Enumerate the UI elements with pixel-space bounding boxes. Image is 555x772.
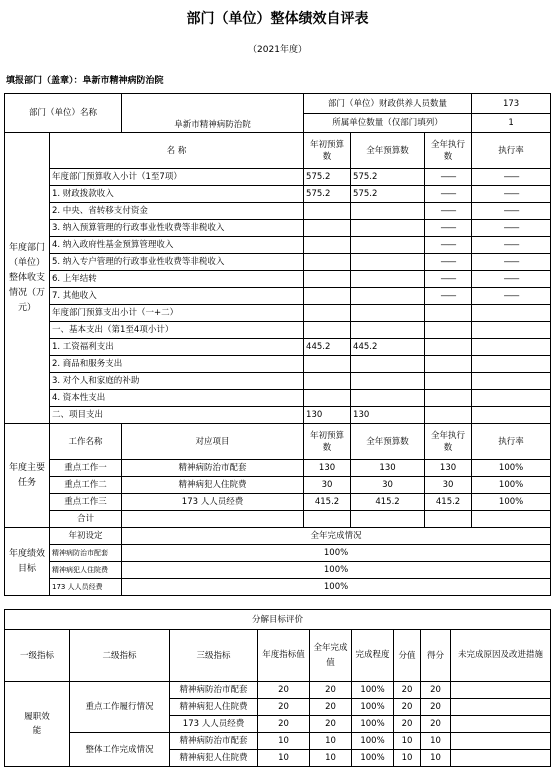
task-item: 173 人人员经费 [122,494,304,511]
task-name: 重点工作二 [50,477,122,494]
report-year: （2021年度） [248,45,307,55]
budget-annual [351,203,425,220]
budget-row [5,186,551,203]
task-rate: 100% [472,460,551,477]
budget-initial [304,373,351,390]
budget-header-name: 名 称 [50,133,304,169]
staff-count-value: 173 [472,94,551,114]
eval-degree: 100% [352,733,394,750]
budget-item-name: 二、项目支出 [50,407,304,424]
budget-exec: —— [425,186,472,203]
budget-rate: —— [472,254,551,271]
budget-item-name: 年度部门预算收入小计（1至7项） [50,169,304,186]
budget-row [5,322,551,339]
staff-count-label: 部门（单位）财政供养人员数量 [304,94,472,114]
budget-exec: —— [425,220,472,237]
budget-row [5,169,551,186]
budget-initial [304,220,351,237]
budget-annual: 445.2 [351,339,425,356]
eval-level3: 精神病犯人住院费 [170,750,258,767]
goal-row [5,545,551,562]
budget-initial [304,356,351,373]
eval-target: 10 [258,750,310,767]
budget-annual [351,288,425,305]
budget-annual [351,237,425,254]
budget-initial: 445.2 [304,339,351,356]
budget-rate [472,390,551,407]
goal-set: 精神病防治市配套 [50,545,122,562]
eval-row [5,682,551,699]
budget-initial [304,288,351,305]
goals-header-done: 全年完成情况 [122,528,551,545]
task-row [5,494,551,511]
eval-degree: 100% [352,716,394,733]
budget-initial [304,271,351,288]
eval-done: 20 [310,682,352,699]
eval-reason [451,733,551,750]
goals-side-label: 年度绩效目标 [5,528,50,596]
eval-header-degree: 完成程度 [352,630,394,682]
sub-unit-label: 所属单位数量（仅部门填列） [304,114,472,133]
budget-item-name: 4. 纳入政府性基金预算管理收入 [50,237,304,254]
budget-rate [472,322,551,339]
eval-level2: 整体工作完成情况 [70,733,170,767]
eval-header-target: 年度指标值 [258,630,310,682]
budget-annual: 575.2 [351,186,425,203]
task-total-rate [472,511,551,528]
eval-target: 20 [258,682,310,699]
goal-set: 精神病犯人住院费 [50,562,122,579]
budget-item-name: 5. 纳入专户管理的行政事业性收费等非税收入 [50,254,304,271]
eval-target: 10 [258,733,310,750]
task-initial: 130 [304,460,351,477]
sub-unit-value: 1 [472,114,551,133]
task-initial: 415.2 [304,494,351,511]
budget-initial [304,305,351,322]
task-exec: 415.2 [425,494,472,511]
tasks-side-label: 年度主要任务 [5,424,50,528]
budget-item-name: 6. 上年结转 [50,271,304,288]
dept-name-label: 部门（单位）名称 [5,94,122,133]
task-annual: 30 [351,477,425,494]
goal-done: 100% [122,545,551,562]
budget-header-annual: 全年预算数 [351,133,425,169]
budget-annual [351,220,425,237]
budget-annual [351,254,425,271]
eval-got: 20 [421,699,451,716]
budget-header-rate: 执行率 [472,133,551,169]
budget-row [5,254,551,271]
eval-score: 20 [394,699,421,716]
budget-initial: 575.2 [304,186,351,203]
budget-annual [351,390,425,407]
dept-name-value: 阜新市精神病防治院 [122,94,304,133]
budget-annual: 130 [351,407,425,424]
goal-row [5,562,551,579]
budget-row [5,339,551,356]
goal-done: 100% [122,562,551,579]
eval-level2: 重点工作履行情况 [70,682,170,733]
budget-row [5,390,551,407]
budget-initial [304,254,351,271]
task-total-row [5,511,551,528]
tasks-header-initial: 年初预算数 [304,424,351,460]
goals-header-set: 年初设定 [50,528,122,545]
budget-annual: 575.2 [351,169,425,186]
tasks-header-row [5,424,551,460]
eval-degree: 100% [352,682,394,699]
budget-exec [425,407,472,424]
tasks-header-rate: 执行率 [472,424,551,460]
eval-score: 20 [394,716,421,733]
task-rate: 100% [472,477,551,494]
task-total-exec [425,511,472,528]
eval-level3: 精神病防治市配套 [170,682,258,699]
budget-initial [304,390,351,407]
task-total-label: 合计 [50,511,122,528]
task-total-item [122,511,304,528]
budget-annual [351,356,425,373]
task-row [5,477,551,494]
budget-exec: —— [425,271,472,288]
eval-score: 20 [394,682,421,699]
eval-level3: 精神病防治市配套 [170,733,258,750]
eval-done: 20 [310,699,352,716]
budget-annual [351,373,425,390]
eval-done: 10 [310,733,352,750]
eval-level1: 履职效能 [5,682,70,767]
budget-initial: 130 [304,407,351,424]
page-title: 部门（单位）整体绩效自评表 [186,11,369,27]
budget-exec [425,339,472,356]
tasks-header-annual: 全年预算数 [351,424,425,460]
budget-row [5,407,551,424]
eval-header-reason: 未完成原因及改进措施 [451,630,551,682]
target-evaluation-table [4,609,551,767]
budget-initial [304,237,351,254]
goal-set: 173 人人员经费 [50,579,122,596]
task-annual: 415.2 [351,494,425,511]
budget-rate [472,339,551,356]
eval-header-done: 全年完成值 [310,630,352,682]
budget-item-name: 3. 对个人和家庭的补助 [50,373,304,390]
task-item: 精神病犯人住院费 [122,477,304,494]
eval-header-got: 得分 [421,630,451,682]
eval-target: 20 [258,699,310,716]
goals-header-row [5,528,551,545]
budget-exec [425,390,472,407]
budget-exec: —— [425,169,472,186]
eval-score: 10 [394,750,421,767]
budget-initial [304,203,351,220]
eval-score: 10 [394,733,421,750]
budget-row [5,220,551,237]
budget-initial [304,322,351,339]
budget-annual [351,305,425,322]
eval-degree: 100% [352,750,394,767]
budget-row [5,288,551,305]
goal-done: 100% [122,579,551,596]
budget-item-name: 2. 商品和服务支出 [50,356,304,373]
task-rate: 100% [472,494,551,511]
budget-rate [472,305,551,322]
budget-rate: —— [472,220,551,237]
budget-side-label: 年度部门（单位）整体收支情况（万元） [5,133,50,424]
budget-exec [425,356,472,373]
goal-row [5,579,551,596]
budget-exec [425,373,472,390]
budget-row [5,356,551,373]
budget-initial: 575.2 [304,169,351,186]
eval-header-level2: 二级指标 [70,630,170,682]
eval-row [5,733,551,750]
budget-rate: —— [472,186,551,203]
budget-row [5,271,551,288]
budget-row [5,203,551,220]
eval-target: 20 [258,716,310,733]
budget-annual [351,271,425,288]
eval-header-level1: 一级指标 [5,630,70,682]
budget-item-name: 一、基本支出（第1至4项小计） [50,322,304,339]
eval-got: 20 [421,716,451,733]
budget-header-initial: 年初预算数 [304,133,351,169]
budget-exec: —— [425,288,472,305]
budget-item-name: 7. 其他收入 [50,288,304,305]
tasks-header-exec: 全年执行数 [425,424,472,460]
eval-header-score: 分值 [394,630,421,682]
eval-got: 10 [421,750,451,767]
budget-rate: —— [472,271,551,288]
budget-item-name: 3. 纳入预算管理的行政事业性收费等非税收入 [50,220,304,237]
eval-level3: 精神病犯人住院费 [170,699,258,716]
eval-reason [451,682,551,699]
budget-rate: —— [472,237,551,254]
budget-annual [351,322,425,339]
eval-done: 10 [310,750,352,767]
task-row [5,460,551,477]
budget-exec: —— [425,203,472,220]
budget-exec [425,305,472,322]
tasks-header-name: 工作名称 [50,424,122,460]
budget-item-name: 1. 财政拨款收入 [50,186,304,203]
tasks-header-item: 对应项目 [122,424,304,460]
eval-level3: 173 人人员经费 [170,716,258,733]
budget-item-name: 2. 中央、省转移支付资金 [50,203,304,220]
self-evaluation-table [4,93,551,596]
eval-reason [451,716,551,733]
budget-row [5,373,551,390]
budget-rate: —— [472,203,551,220]
filler-dept: 填报部门（盖章）：阜新市精神病防治院 [6,76,164,86]
task-exec: 130 [425,460,472,477]
budget-item-name: 4. 资本性支出 [50,390,304,407]
eval-reason [451,699,551,716]
eval-got: 20 [421,682,451,699]
task-total-annual [351,511,425,528]
eval-header-level3: 三级指标 [170,630,258,682]
budget-rate [472,373,551,390]
task-name: 重点工作一 [50,460,122,477]
budget-item-name: 1. 工资福利支出 [50,339,304,356]
eval-reason [451,750,551,767]
budget-exec: —— [425,254,472,271]
task-name: 重点工作三 [50,494,122,511]
budget-exec: —— [425,237,472,254]
task-annual: 130 [351,460,425,477]
budget-exec [425,322,472,339]
budget-rate: —— [472,169,551,186]
task-total-initial [304,511,351,528]
task-exec: 30 [425,477,472,494]
task-initial: 30 [304,477,351,494]
eval-title: 分解目标评价 [5,610,551,630]
eval-got: 10 [421,733,451,750]
budget-item-name: 年度部门预算支出小计（一+二） [50,305,304,322]
budget-rate: —— [472,288,551,305]
eval-done: 20 [310,716,352,733]
budget-rate [472,356,551,373]
eval-degree: 100% [352,699,394,716]
budget-header-exec: 全年执行数 [425,133,472,169]
budget-rate [472,407,551,424]
budget-row [5,237,551,254]
budget-row [5,305,551,322]
task-item: 精神病防治市配套 [122,460,304,477]
